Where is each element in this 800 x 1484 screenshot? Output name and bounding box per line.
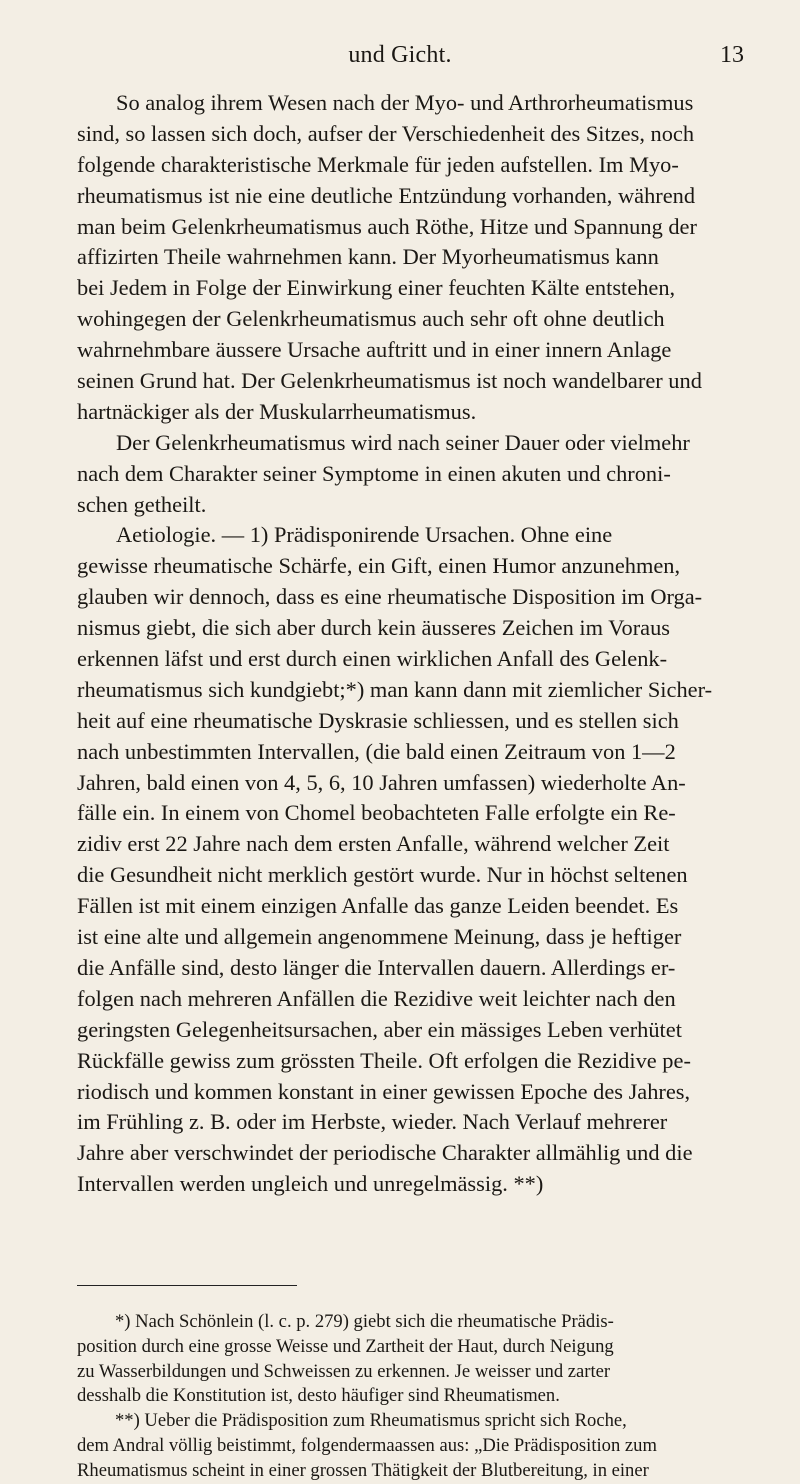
text-line: nach dem Charakter seiner Symptome in einen akuten und chroni- (77, 460, 671, 486)
text-line: seinen Grund hat. Der Gelenkrheumatismus ist noch wandelbarer und (77, 368, 702, 394)
text-line: affizirten Theile wahrnehmen kann. Der Myorheumatismus kann (77, 244, 659, 270)
running-title: und Gicht. (348, 42, 452, 68)
text-line: rheumatismus ist nie eine deutliche Entzündung vorhanden, während (77, 182, 696, 208)
text-line: Jahren, bald einen von 4, 5, 6, 10 Jahren umfassen) wiederholte An- (77, 769, 686, 795)
footnote-line: position durch eine grosse Weisse und Zartheit der Haut, durch Neigung (77, 1335, 614, 1357)
text-line: bei Jedem in Folge der Einwirkung einer feuchten Kälte entstehen, (77, 275, 676, 301)
footnote-line: *) Nach Schönlein (l. c. p. 279) giebt sich die rheumatische Prädis- (115, 1311, 614, 1332)
text-line: wahrnehmbare äussere Ursache auftritt und in einer innern Anlage (77, 337, 672, 363)
text-line: rheumatismus sich kundgiebt;*) man kann dann mit ziemlicher Sicher- (77, 676, 713, 702)
text-line: sind, so lassen sich doch, aufser der Verschiedenheit des Sitzes, noch (77, 120, 695, 146)
footnote-line: dem Andral völlig beistimmt, folgendermaassen aus: „Die Prädisposition zum (77, 1434, 657, 1456)
text-line: hartnäckiger als der Muskularrheumatismus. (77, 398, 477, 424)
text-line: die Gesundheit nicht merklich gestört wurde. Nur in höchst seltenen (77, 862, 688, 888)
text-line: zidiv erst 22 Jahre nach dem ersten Anfalle, während welcher Zeit (77, 831, 670, 857)
body-text (77, 88, 731, 1200)
text-line: folgende charakteristische Merkmale für jeden aufstellen. Im Myo- (77, 151, 679, 177)
text-line: Der Gelenkrheumatismus wird nach seiner Dauer oder vielmehr (116, 429, 690, 455)
page-number: 13 (720, 42, 744, 68)
text-line: wohingegen der Gelenkrheumatismus auch sehr oft ohne deutlich (77, 306, 665, 332)
text-line: man beim Gelenkrheumatismus auch Röthe, Hitze und Spannung der (77, 213, 697, 239)
text-line: ist eine alte und allgemein angenommene Meinung, dass je heftiger (77, 924, 682, 950)
text-line: glauben wir dennoch, dass es eine rheumatische Disposition im Orga- (77, 584, 703, 610)
text-line: folgen nach mehreren Anfällen die Rezidive weit leichter nach den (77, 985, 676, 1011)
footnote-line: desshalb die Konstitution ist, desto häufiger sind Rheumatismen. (77, 1385, 560, 1407)
footnotes (77, 1310, 731, 1484)
text-line: fälle ein. In einem von Chomel beobachteten Falle erfolgte ein Re- (77, 800, 676, 826)
text-line: gewisse rheumatische Schärfe, ein Gift, einen Humor anzunehmen, (77, 553, 681, 579)
text-line: im Frühling z. B. oder im Herbste, wieder. Nach Verlauf mehrerer (77, 1109, 668, 1135)
text-line: schen getheilt. (77, 491, 207, 517)
footnote-line: zu Wasserbildungen und Schweissen zu erkennen. Je weisser und zarter (77, 1360, 611, 1382)
text-line: heit auf eine rheumatische Dyskrasie schliessen, und es stellen sich (77, 707, 679, 733)
text-line: erkennen läfst und erst durch einen wirklichen Anfall des Gelenk- (77, 646, 668, 672)
text-line: geringsten Gelegenheitsursachen, aber ein mässiges Leben verhütet (77, 1016, 682, 1042)
footnote-line: **) Ueber die Prädisposition zum Rheumatismus spricht sich Roche, (115, 1410, 627, 1432)
text-line: So analog ihrem Wesen nach der Myo- und Arthrorheumatismus (116, 90, 694, 115)
text-line: die Anfälle sind, desto länger die Intervallen dauern. Allerdings er- (77, 954, 676, 980)
text-line: nismus giebt, die sich aber durch kein äusseres Zeichen im Voraus (77, 615, 671, 641)
text-line: Intervallen werden ungleich und unregelmässig. **) (77, 1171, 544, 1197)
text-line: nach unbestimmten Intervallen, (die bald einen Zeitraum von 1—2 (77, 738, 676, 764)
text-line: Aetiologie. — 1) Prädisponirende Ursachen. Ohne eine (116, 522, 613, 548)
text-line: riodisch und kommen konstant in einer gewissen Epoche des Jahres, (77, 1078, 691, 1104)
text-line: Jahre aber verschwindet der periodische Charakter allmählig und die (77, 1140, 693, 1166)
text-line: Rückfälle gewiss zum grössten Theile. Oft erfolgen die Rezidive pe- (77, 1047, 691, 1073)
footnote-divider (77, 1285, 297, 1286)
footnote-line: Rheumatismus scheint in einer grossen Thätigkeit der Blutbereitung, in einer (77, 1459, 649, 1481)
page-header (0, 42, 800, 72)
text-line: Fällen ist mit einem einzigen Anfalle das ganze Leiden beendet. Es (77, 893, 679, 919)
